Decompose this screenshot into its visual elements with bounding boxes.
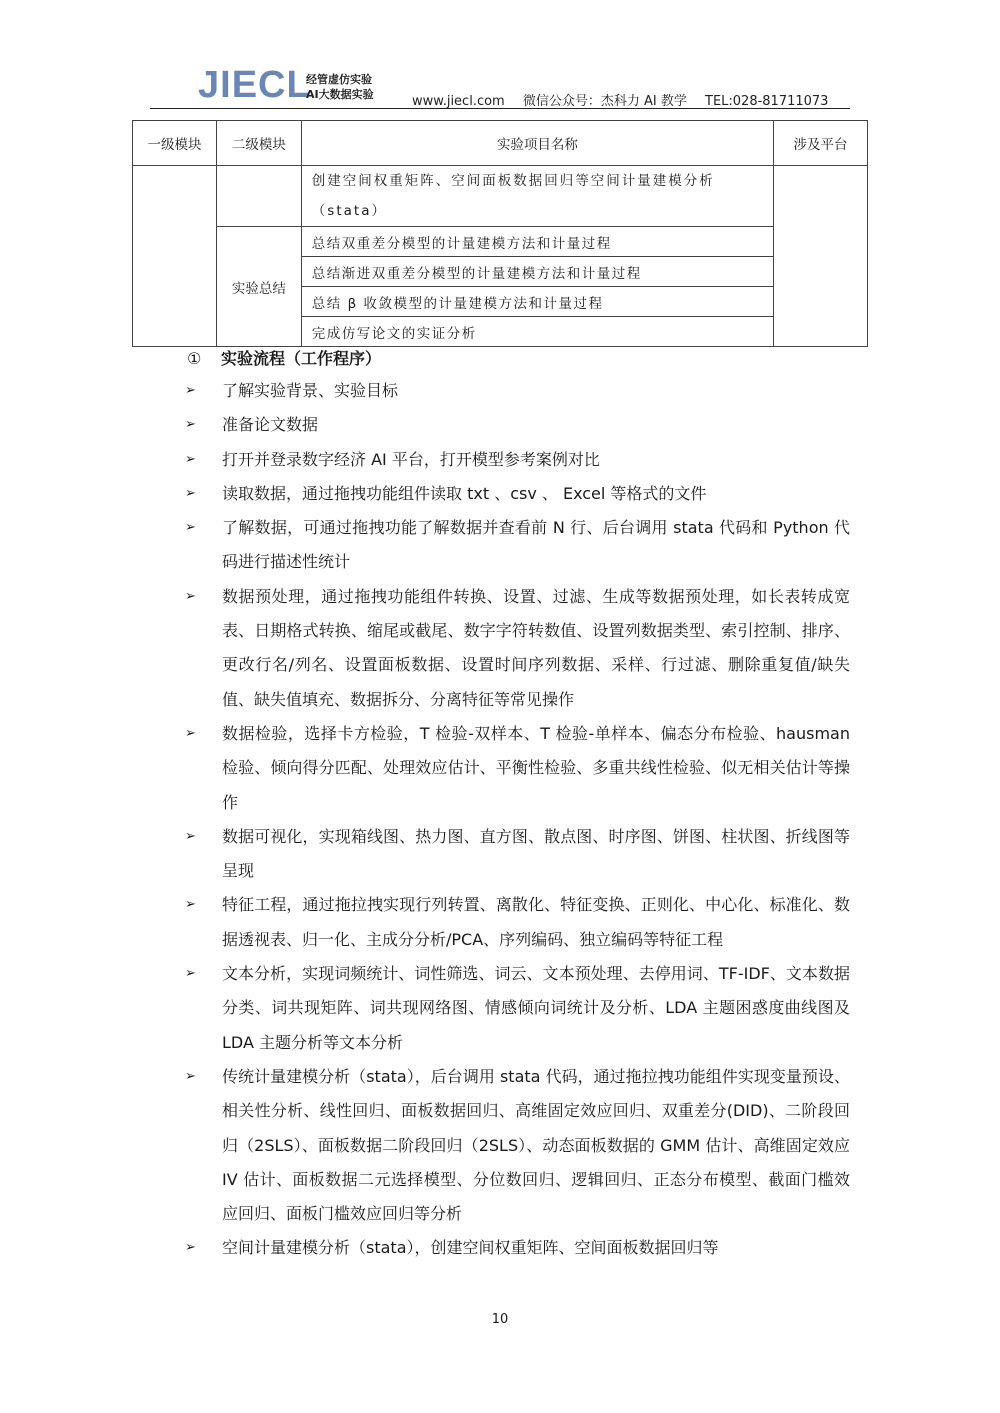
table-cell-project: 总结渐进双重差分模型的计量建模方法和计量过程 bbox=[301, 257, 773, 287]
header-contact-info bbox=[412, 90, 842, 109]
arrow-bullet-icon: ➢ bbox=[185, 588, 196, 604]
list-item: ➢ 传统计量建模分析（stata），后台调用 stata 代码，通过拖拉拽功能组件实现变量预设、相关性分析、线性回归、面板数据回归、高维固定效应回归、双重差分(DID)、二阶段回归（2SLS）、面板数据二阶段回归（2SLS）、动态面板数据的 GMM 估计、高维固定效应 IV 估计、面板数据二元选择模型、分位数回归、逻辑回归、正态分布模型、截面门槛效应回归、面板门槛效应回归等分析 bbox=[185, 1060, 850, 1231]
list-item: ➢ 空间计量建模分析（stata），创建空间权重矩阵、空间面板数据回归等 bbox=[185, 1231, 850, 1265]
table-cell-summary-label: 实验总结 bbox=[216, 227, 301, 347]
table-cell-project: 总结 β 收敛模型的计量建模方法和计量过程 bbox=[301, 287, 773, 317]
list-item: ➢ 数据预处理，通过拖拽功能组件转换、设置、过滤、生成等数据预处理，如长表转成宽表、日期格式转换、缩尾或截尾、数字字符转数值、设置列数据类型、索引控制、排序、更改行名/列名、设置面板数据、设置时间序列数据、采样、行过滤、删除重复值/缺失值、缺失值填充、数据拆分、分离特征等常见操作 bbox=[185, 580, 850, 717]
table-row bbox=[133, 166, 868, 227]
arrow-bullet-icon: ➢ bbox=[185, 897, 196, 913]
page-header bbox=[150, 62, 850, 110]
list-item: ➢ 了解数据，可通过拖拽功能了解数据并查看前 N 行、后台调用 stata 代码和 Python 代码进行描述性统计 bbox=[185, 511, 850, 580]
table-header-row bbox=[133, 121, 868, 166]
arrow-bullet-icon: ➢ bbox=[185, 1240, 196, 1256]
arrow-bullet-icon: ➢ bbox=[185, 520, 196, 536]
table-header-level2: 二级模块 bbox=[216, 121, 301, 166]
logo-subtitle-line2: AI大数据实验 bbox=[306, 88, 374, 101]
table-header-platform: 涉及平台 bbox=[774, 121, 868, 166]
header-divider bbox=[150, 108, 850, 109]
list-item: ➢ 特征工程，通过拖拉拽实现行列转置、离散化、特征变换、正则化、中心化、标准化、数据透视表、归一化、主成分分析/PCA、序列编码、独立编码等特征工程 bbox=[185, 888, 850, 957]
table-cell-project: 总结双重差分模型的计量建模方法和计量过程 bbox=[301, 227, 773, 257]
list-item: ➢ 读取数据，通过拖拽功能组件读取 txt 、csv 、 Excel 等格式的文件 bbox=[185, 477, 850, 511]
table-cell-level1-empty bbox=[133, 166, 217, 347]
arrow-bullet-icon: ➢ bbox=[185, 725, 196, 741]
section-heading bbox=[187, 346, 381, 369]
table-cell-level2-empty bbox=[216, 166, 301, 227]
header-wechat: 微信公众号：杰科力 AI 教学 bbox=[522, 94, 687, 109]
arrow-bullet-icon: ➢ bbox=[185, 485, 196, 501]
header-tel: TEL:028-81711073 bbox=[705, 94, 829, 109]
list-item: ➢ 打开并登录数字经济 AI 平台，打开模型参考案例对比 bbox=[185, 443, 850, 477]
table-header-level1: 一级模块 bbox=[133, 121, 217, 166]
arrow-bullet-icon: ➢ bbox=[185, 417, 196, 433]
table-cell-project: 创建空间权重矩阵、空间面板数据回归等空间计量建模分析（stata） bbox=[301, 166, 773, 227]
page-number: 10 bbox=[491, 1312, 509, 1327]
section-title: 实验流程（工作程序） bbox=[221, 349, 382, 368]
header-website: www.jiecl.com bbox=[412, 94, 505, 109]
section-number: ① bbox=[187, 349, 202, 368]
list-item: ➢ 数据检验，选择卡方检验，T 检验-双样本、T 检验-单样本、偏态分布检验、hausman 检验、倾向得分匹配、处理效应估计、平衡性检验、多重共线性检验、似无相关估计等操作 bbox=[185, 717, 850, 820]
logo-subtitle bbox=[306, 72, 374, 102]
list-item: ➢ 文本分析，实现词频统计、词性筛选、词云、文本预处理、去停用词、TF-IDF、文本数据分类、词共现矩阵、词共现网络图、情感倾向词统计及分析、LDA 主题困惑度曲线图及 LDA 主题分析等文本分析 bbox=[185, 957, 850, 1060]
list-item: ➢ 了解实验背景、实验目标 bbox=[185, 374, 850, 408]
arrow-bullet-icon: ➢ bbox=[185, 451, 196, 467]
arrow-bullet-icon: ➢ bbox=[185, 383, 196, 398]
procedure-list bbox=[185, 374, 850, 1266]
arrow-bullet-icon: ➢ bbox=[185, 966, 196, 982]
table-header-project: 实验项目名称 bbox=[301, 121, 773, 166]
arrow-bullet-icon: ➢ bbox=[185, 828, 196, 844]
logo: JIECL bbox=[198, 64, 311, 106]
list-item: ➢ 数据可视化，实现箱线图、热力图、直方图、散点图、时序图、饼图、柱状图、折线图等呈现 bbox=[185, 820, 850, 889]
table-row bbox=[133, 227, 868, 257]
arrow-bullet-icon: ➢ bbox=[185, 1068, 196, 1084]
table-cell-platform-empty bbox=[774, 166, 868, 347]
logo-subtitle-line1: 经管虚仿实验 bbox=[306, 73, 372, 86]
module-table bbox=[132, 120, 868, 347]
list-item: ➢ 准备论文数据 bbox=[185, 408, 850, 442]
table-cell-project: 完成仿写论文的实证分析 bbox=[301, 317, 773, 347]
